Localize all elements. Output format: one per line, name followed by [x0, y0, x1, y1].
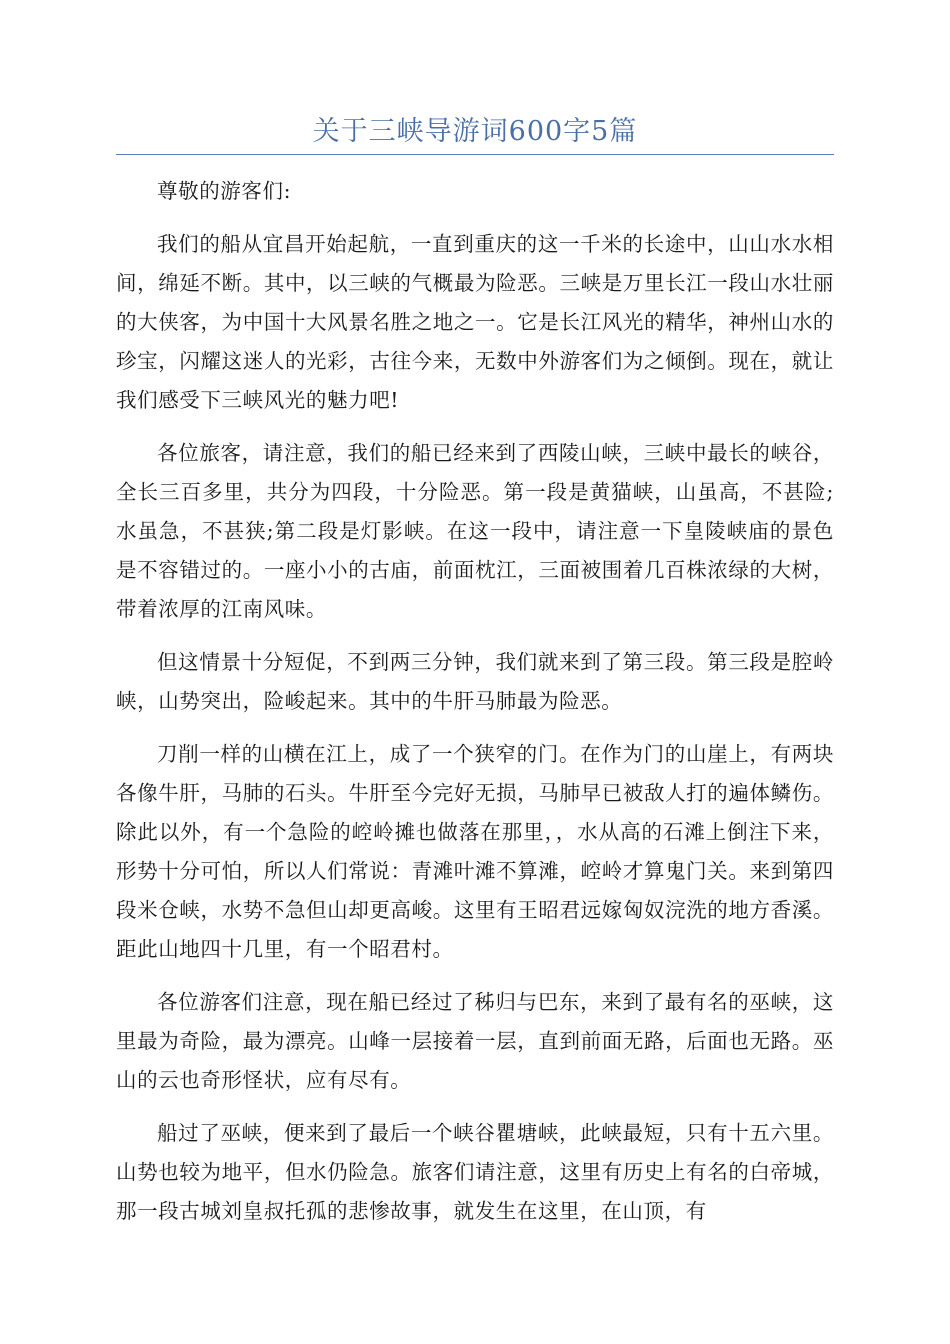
- paragraph: 我们的船从宜昌开始起航，一直到重庆的这一千米的长途中，山山水水相间，绵延不断。其中，以三峡的气概最为险恶。三峡是万里长江一段山水壮丽的大侠客，为中国十大风景名胜之地之一。它是长江风光的精华，神州山水的珍宝，闪耀这迷人的光彩，古往今来，无数中外游客们为之倾倒。现在，就让我们感受下三峡风光的魅力吧!: [116, 232, 834, 412]
- paragraph: 各位游客们注意，现在船已经过了秭归与巴东，来到了最有名的巫峡，这里最为奇险，最为漂亮。山峰一层接着一层，直到前面无路，后面也无路。巫山的云也奇形怪状，应有尽有。: [116, 990, 834, 1092]
- paragraph: 各位旅客，请注意，我们的船已经来到了西陵山峡，三峡中最长的峡谷，全长三百多里，共分为四段，十分险恶。第一段是黄猫峡，山虽高，不甚险;水虽急，不甚狭;第二段是灯影峡。在这一段中，请注意一下皇陵峡庙的景色是不容错过的。一座小小的古庙，前面枕江，三面被围着几百株浓绿的大树，带着浓厚的江南风味。: [116, 441, 834, 621]
- document-body: [116, 172, 834, 1245]
- title-underline: [116, 154, 834, 155]
- paragraph: 但这情景十分短促，不到两三分钟，我们就来到了第三段。第三段是腔岭峡，山势突出，险峻起来。其中的牛肝马肺最为险恶。: [116, 650, 834, 713]
- paragraph: 船过了巫峡，便来到了最后一个峡谷瞿塘峡，此峡最短，只有十五六里。山势也较为地平，但水仍险急。旅客们请注意，这里有历史上有名的白帝城，那一段古城刘皇叔托孤的悲惨故事，就发生在这里，在山顶，有: [116, 1121, 834, 1223]
- document-title: 关于三峡导游词600字5篇: [312, 116, 638, 147]
- paragraph: 刀削一样的山横在江上，成了一个狭窄的门。在作为门的山崖上，有两块各像牛肝，马肺的石头。牛肝至今完好无损，马肺早已被敌人打的遍体鳞伤。除此以外，有一个急险的崆岭摊也做落在那里，，水从高的石滩上倒注下来，形势十分可怕，所以人们常说：青滩叶滩不算滩，崆岭才算鬼门关。来到第四段米仓峡，水势不急但山却更高峻。这里有王昭君远嫁匈奴浣洗的地方香溪。距此山地四十几里，有一个昭君村。: [116, 742, 834, 961]
- paragraph-greeting: 尊敬的游客们:: [157, 179, 292, 203]
